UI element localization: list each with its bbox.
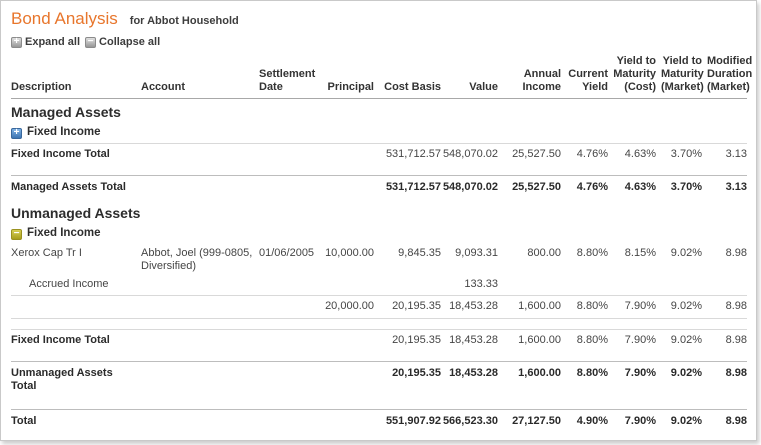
- cell-modified-duration: 8.98: [702, 362, 747, 400]
- cell-value: 18,453.28: [441, 330, 498, 352]
- spacer-cell: [11, 165, 747, 176]
- cell-value: 9,093.31: [455, 247, 498, 259]
- cell-ytm-cost: 7.90%: [608, 330, 656, 352]
- table-header-row: [11, 49, 747, 99]
- col-header-yield-to-maturity-cost: Yield to Maturity (Cost): [613, 55, 656, 93]
- cell-description: Xerox Cap Tr I: [11, 247, 82, 259]
- cell-settlement-date: [259, 362, 317, 400]
- cell-settlement-date: [259, 410, 317, 435]
- cell-cost-basis: 20,195.35: [374, 362, 441, 400]
- row-managed-assets: [11, 99, 747, 124]
- row-fixed-income-total: [11, 144, 747, 166]
- bond-table: [11, 49, 753, 434]
- cell-settlement-date: [259, 296, 317, 319]
- cell-modified-duration: 8.98: [725, 247, 747, 259]
- cell-ytm-cost: 8.15%: [624, 247, 656, 259]
- cell-account: [141, 330, 259, 352]
- cell-principal: 10,000.00: [325, 247, 374, 259]
- cell-account: [141, 176, 259, 201]
- cell-ytm-cost: 7.90%: [608, 410, 656, 435]
- cell-settlement-date: [259, 274, 317, 296]
- cell-current-yield: 4.76%: [561, 144, 608, 166]
- col-header-settlement-date: Settlement Date: [259, 68, 316, 93]
- cell-description: Unmanaged Assets Total: [11, 362, 141, 400]
- cell-value: 548,070.02: [441, 176, 498, 201]
- col-header-value: Value: [469, 81, 498, 93]
- cell-ytm-cost: [608, 274, 656, 296]
- cell-principal: [317, 144, 374, 166]
- cell-principal: 20,000.00: [317, 296, 374, 319]
- row-fixed-income[interactable]: [11, 224, 747, 244]
- cell-ytm-cost: 4.63%: [608, 144, 656, 166]
- cell-annual-income: 1,600.00: [498, 296, 561, 319]
- cell-value: 18,453.28: [441, 362, 498, 400]
- cell-modified-duration: 3.13: [702, 176, 747, 201]
- cell-value: 133.33: [464, 278, 498, 290]
- col-header-annual-income: Annual Income: [522, 68, 561, 93]
- col-header-current-yield: Current Yield: [568, 68, 608, 93]
- cell-settlement-date: 01/06/2005: [259, 247, 315, 259]
- cell-modified-duration: 8.98: [702, 330, 747, 352]
- cell-modified-duration: [702, 274, 747, 296]
- group-label: Fixed Income: [27, 227, 101, 239]
- cell-account: [141, 274, 259, 296]
- collapse-all-button[interactable]: [85, 36, 160, 48]
- cell-annual-income: 800.00: [527, 247, 561, 259]
- cell-settlement-date: [259, 176, 317, 201]
- cell-value: 566,523.30: [441, 410, 498, 435]
- group-row-cell[interactable]: [11, 123, 747, 144]
- row-total: [11, 410, 747, 435]
- cell-current-yield: 8.80%: [561, 362, 608, 400]
- row-subitem: [11, 274, 747, 296]
- row-unmanaged-assets-total: [11, 362, 747, 400]
- cell-ytm-cost: 7.90%: [608, 362, 656, 400]
- cell-annual-income: [498, 274, 561, 296]
- cell-settlement-date: [259, 330, 317, 352]
- group-label: Fixed Income: [27, 126, 101, 138]
- cell-current-yield: 8.80%: [561, 296, 608, 319]
- cell-ytm-market: 9.02%: [656, 330, 702, 352]
- cell-current-yield: [561, 274, 608, 296]
- expand-icon[interactable]: +: [11, 128, 22, 139]
- cell-description: Managed Assets Total: [11, 176, 141, 201]
- cell-ytm-market: 3.70%: [656, 144, 702, 166]
- row-unmanaged-assets: [11, 200, 747, 224]
- section-heading: Managed Assets: [11, 104, 121, 120]
- page-title: Bond Analysis: [11, 9, 118, 28]
- collapse-icon[interactable]: −: [11, 229, 22, 240]
- cell-settlement-date: [259, 144, 317, 166]
- cell-cost-basis: [374, 274, 441, 296]
- cell-account: [141, 144, 259, 166]
- cell-ytm-market: 9.02%: [656, 362, 702, 400]
- page-subtitle: for Abbot Household: [129, 15, 239, 27]
- col-header-yield-to-maturity-market: Yield to Maturity (Market): [661, 55, 704, 93]
- cell-ytm-cost: 4.63%: [608, 176, 656, 201]
- cell-description: Total: [11, 410, 141, 435]
- cell-annual-income: 27,127.50: [498, 410, 561, 435]
- cell-annual-income: 25,527.50: [498, 176, 561, 201]
- cell-modified-duration: 8.98: [702, 296, 747, 319]
- row-managed-assets-total: [11, 176, 747, 201]
- spacer-cell: [11, 399, 747, 410]
- cell-principal: [317, 362, 374, 400]
- group-row-cell[interactable]: [11, 224, 747, 244]
- toolbar: [11, 35, 744, 49]
- spacer-cell: [11, 351, 747, 362]
- cell-cost-basis: 531,712.57: [374, 176, 441, 201]
- cell-modified-duration: 8.98: [702, 410, 747, 435]
- cell-current-yield: 4.76%: [561, 176, 608, 201]
- cell-account: [141, 296, 259, 319]
- cell-value: 18,453.28: [441, 296, 498, 319]
- cell-current-yield: 8.80%: [576, 247, 608, 259]
- bond-table-body: [11, 99, 747, 435]
- cell-description: Fixed Income Total: [11, 144, 141, 166]
- cell-annual-income: 1,600.00: [498, 330, 561, 352]
- col-header-account: Account: [141, 81, 185, 93]
- row-spacer: [11, 165, 747, 176]
- col-header-description: Description: [11, 81, 72, 93]
- row-spacer: [11, 399, 747, 410]
- cell-principal: [317, 274, 374, 296]
- cell-principal: [317, 176, 374, 201]
- cell-modified-duration: 3.13: [702, 144, 747, 166]
- cell-current-yield: 4.90%: [561, 410, 608, 435]
- collapse-all-label: Collapse all: [99, 36, 161, 48]
- cell-ytm-market: 9.02%: [670, 247, 702, 259]
- cell-cost-basis: 20,195.35: [374, 296, 441, 319]
- title-row: [11, 9, 744, 29]
- row-subtotal: [11, 296, 747, 319]
- expand-all-button[interactable]: [11, 36, 80, 48]
- row-fixed-income-total: [11, 330, 747, 352]
- cell-annual-income: 25,527.50: [498, 144, 561, 166]
- cell-description: [11, 296, 141, 319]
- col-header-modified-duration-market: Modified Duration (Market): [707, 55, 753, 93]
- cell-ytm-market: [656, 274, 702, 296]
- cell-description: Accrued Income: [29, 278, 109, 290]
- collapse-all-icon[interactable]: −: [85, 37, 96, 48]
- cell-ytm-market: 3.70%: [656, 176, 702, 201]
- cell-principal: [317, 410, 374, 435]
- row-spacer: [11, 351, 747, 362]
- cell-description: Fixed Income Total: [11, 330, 141, 352]
- cell-cost-basis: 9,845.35: [398, 247, 441, 259]
- cell-ytm-market: 9.02%: [656, 410, 702, 435]
- col-header-cost-basis: Cost Basis: [384, 81, 441, 93]
- section-heading: Unmanaged Assets: [11, 205, 141, 221]
- cell-current-yield: 8.80%: [561, 330, 608, 352]
- row-item: [11, 244, 747, 274]
- cell-value: 548,070.02: [441, 144, 498, 166]
- cell-cost-basis: 20,195.35: [374, 330, 441, 352]
- row-fixed-income[interactable]: [11, 123, 747, 144]
- cell-account: [141, 362, 259, 400]
- cell-cost-basis: 551,907.92: [374, 410, 441, 435]
- cell-cost-basis: 531,712.57: [374, 144, 441, 166]
- cell-account: Abbot, Joel (999-0805, Diversified): [141, 247, 253, 272]
- cell-account: [141, 410, 259, 435]
- cell-ytm-cost: 7.90%: [608, 296, 656, 319]
- expand-all-label: Expand all: [25, 36, 81, 48]
- cell-annual-income: 1,600.00: [498, 362, 561, 400]
- col-header-principal: Principal: [327, 81, 374, 93]
- spacer-cell: [11, 319, 747, 330]
- expand-all-icon[interactable]: +: [11, 37, 22, 48]
- cell-ytm-market: 9.02%: [656, 296, 702, 319]
- cell-principal: [317, 330, 374, 352]
- row-spacer: [11, 319, 747, 330]
